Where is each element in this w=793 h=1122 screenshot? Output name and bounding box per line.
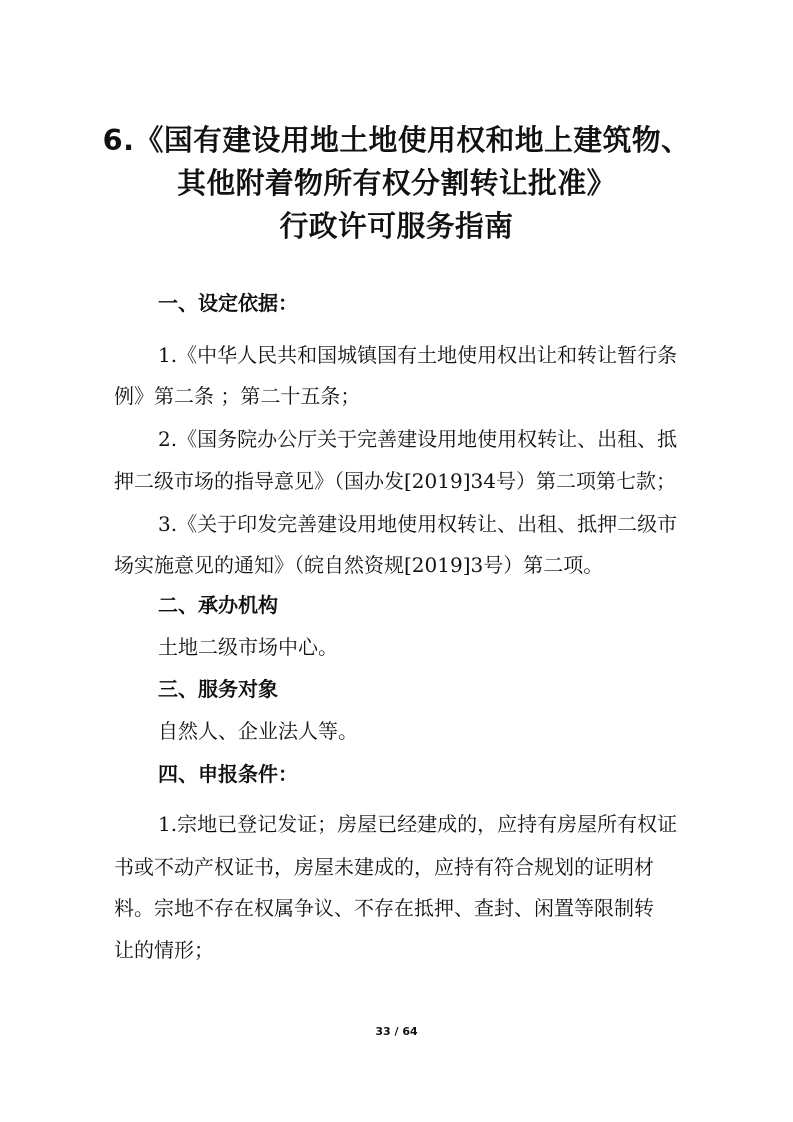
conditions-item-1-line-4: 让的情形；	[114, 938, 214, 962]
document-title-line-1: 6.《国有建设用地土地使用权和地上建筑物、	[102, 123, 691, 157]
basis-item-3-line-2: 场实施意见的通知》（皖自然资规[2019]3号）第二项。	[114, 553, 604, 577]
agency-text: 土地二级市场中心。	[158, 635, 338, 659]
basis-item-2-line-2: 押二级市场的指导意见》（国办发[2019]34号）第二项第七款；	[114, 469, 676, 493]
conditions-item-1-line-1: 1.宗地已登记发证；房屋已经建成的，应持有房屋所有权证	[158, 812, 678, 836]
section-heading-agency: 二、承办机构	[158, 593, 278, 617]
conditions-item-1-line-3: 料。宗地不存在权属争议、不存在抵押、查封、闲置等限制转	[114, 896, 654, 920]
basis-item-2-line-1: 2.《国务院办公厅关于完善建设用地使用权转让、出租、抵	[158, 427, 678, 451]
conditions-item-1-line-2: 书或不动产权证书，房屋未建成的，应持有符合规划的证明材	[114, 855, 654, 879]
page-number: 33 / 64	[375, 1025, 418, 1038]
basis-item-1-line-2: 例》第二条 ；第二十五条；	[114, 384, 361, 408]
section-heading-target: 三、服务对象	[158, 677, 278, 701]
document-title-line-2: 其他附着物所有权分割转让批准》	[177, 166, 616, 200]
section-heading-basis: 一、设定依据：	[158, 291, 298, 315]
document-title-line-3: 行政许可服务指南	[279, 209, 514, 243]
target-text: 自然人、企业法人等。	[158, 719, 358, 743]
basis-item-1-line-1: 1.《中华人民共和国城镇国有土地使用权出让和转让暂行条	[158, 343, 678, 367]
basis-item-3-line-1: 3.《关于印发完善建设用地使用权转让、出租、抵押二级市	[158, 512, 678, 536]
section-heading-conditions: 四、申报条件：	[158, 762, 298, 786]
